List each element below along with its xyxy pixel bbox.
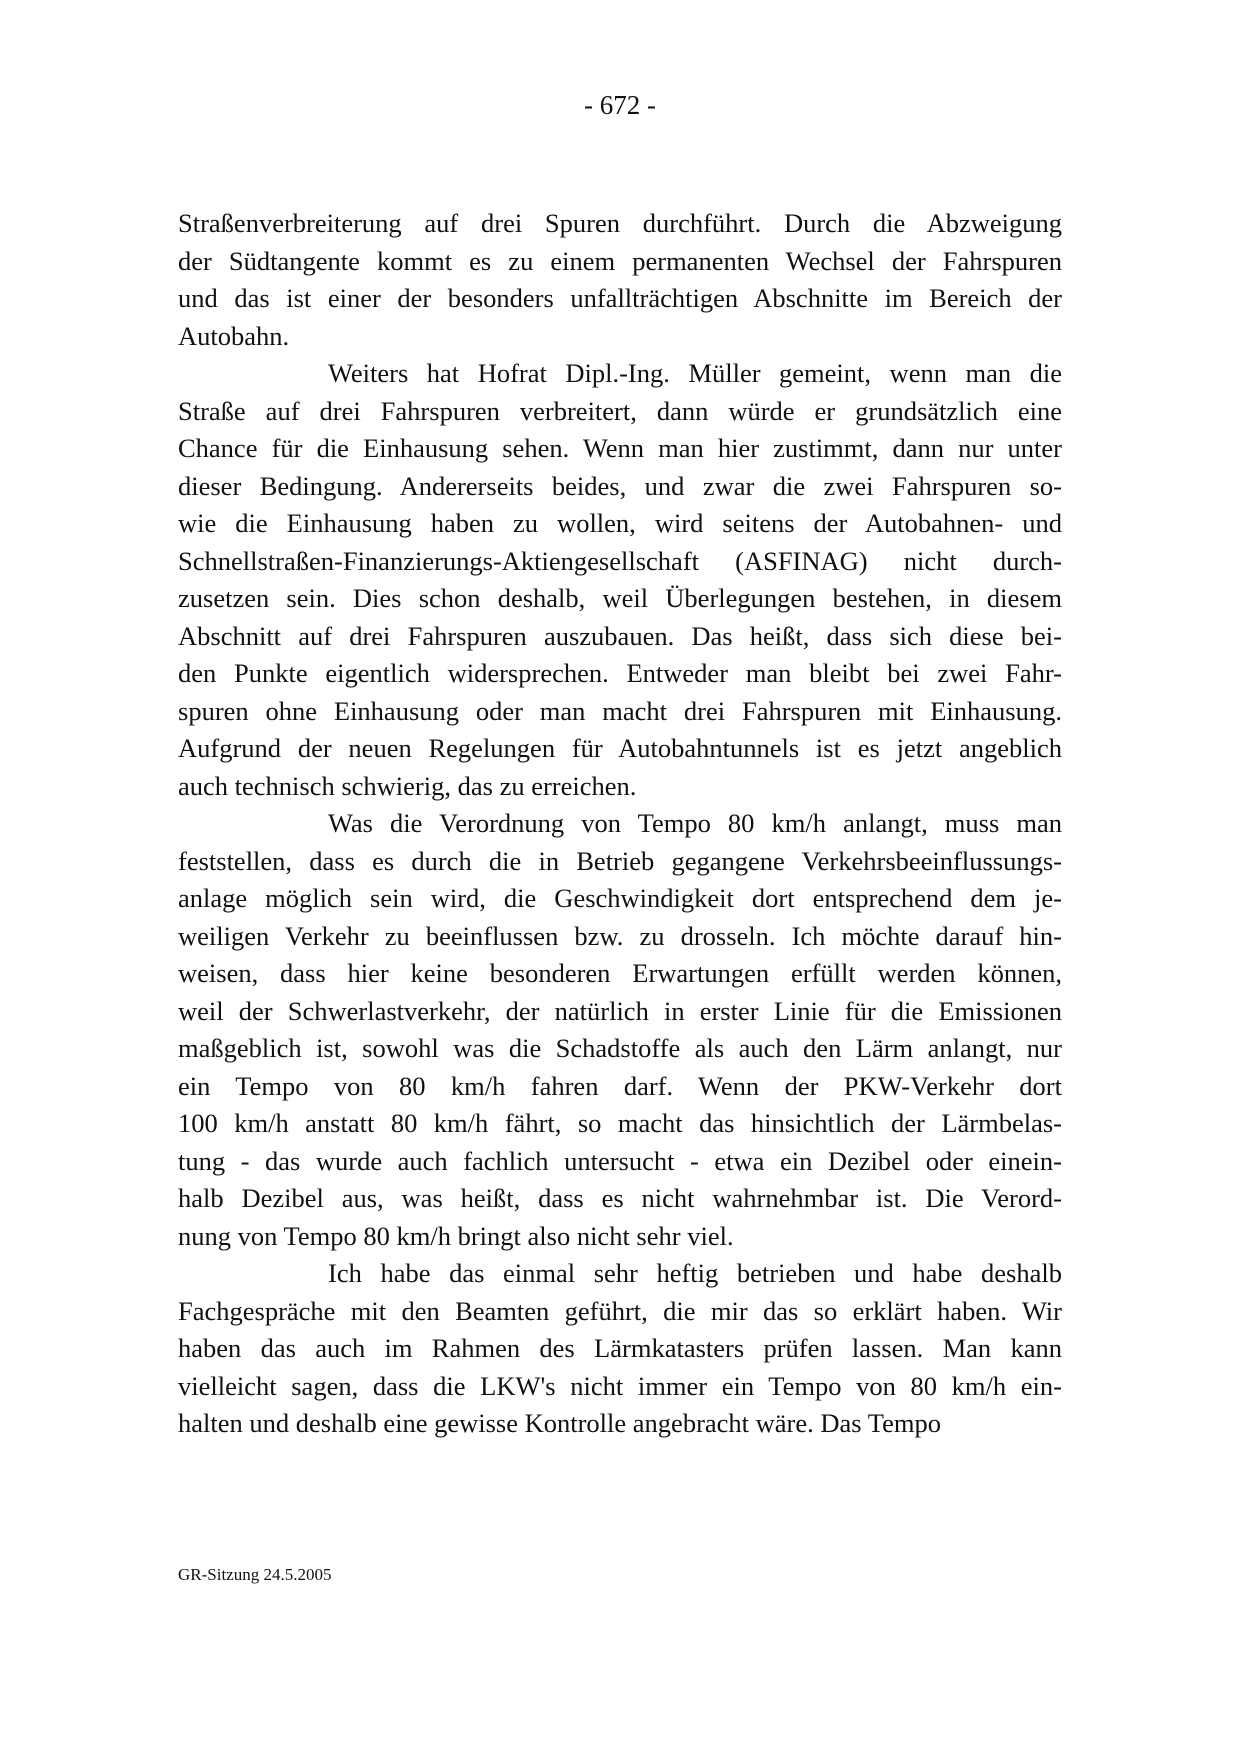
text-line: und das ist einer der besonders unfallträchtigen Abschnitte im Bereich der xyxy=(178,283,1062,313)
text-line: weiligen Verkehr zu beeinflussen bzw. zu drosseln. Ich möchte darauf hin- xyxy=(178,920,1062,951)
text-line: tung - das wurde auch fachlich untersucht - etwa ein Dezibel oder einein- xyxy=(178,1145,1062,1176)
text-line: auch technisch schwierig, das zu erreichen. xyxy=(178,770,637,801)
text-line: Ich habe das einmal sehr heftig betrieben und habe deshalb xyxy=(328,1258,1062,1288)
text-line: weisen, dass hier keine besonderen Erwartungen erfüllt werden können, xyxy=(178,958,1062,988)
text-line: Autobahn. xyxy=(178,320,290,351)
page-number: - 672 - xyxy=(584,90,656,120)
text-line: Chance für die Einhausung sehen. Wenn man hier zustimmt, dann nur unter xyxy=(178,433,1062,463)
paragraph xyxy=(178,805,1062,1255)
text-line: 100 km/h anstatt 80 km/h fährt, so macht das hinsichtlich der Lärmbelas- xyxy=(178,1108,1062,1138)
text-line: Straße auf drei Fahrspuren verbreitert, dann würde er grundsätzlich eine xyxy=(178,395,1062,426)
text-line: nung von Tempo 80 km/h bringt also nicht sehr viel. xyxy=(178,1220,734,1251)
text-line: Fachgespräche mit den Beamten geführt, die mir das so erklärt haben. Wir xyxy=(178,1295,1062,1326)
text-line: der Südtangente kommt es zu einem permanenten Wechsel der Fahrspuren xyxy=(178,245,1062,276)
body-text xyxy=(178,205,1062,1443)
footer-session-label: GR-Sitzung 24.5.2005 xyxy=(178,1565,332,1584)
text-line: Aufgrund der neuen Regelungen für Autobahntunnels ist es jetzt angeblich xyxy=(178,733,1062,763)
text-line: Straßenverbreiterung auf drei Spuren durchführt. Durch die Abzweigung xyxy=(178,208,1062,238)
text-line: halb Dezibel aus, was heißt, dass es nicht wahrnehmbar ist. Die Verord- xyxy=(178,1183,1062,1213)
text-line: wie die Einhausung haben zu wollen, wird seitens der Autobahnen- und xyxy=(178,508,1062,538)
text-line: haben das auch im Rahmen des Lärmkatasters prüfen lassen. Man kann xyxy=(178,1333,1062,1363)
text-line: spuren ohne Einhausung oder man macht drei Fahrspuren mit Einhausung. xyxy=(178,695,1062,726)
paragraph xyxy=(178,1255,1062,1443)
text-line: Abschnitt auf drei Fahrspuren auszubauen. Das heißt, dass sich diese bei- xyxy=(178,620,1062,651)
text-line: vielleicht sagen, dass die LKW's nicht immer ein Tempo von 80 km/h ein- xyxy=(178,1370,1062,1401)
text-line: Schnellstraßen-Finanzierungs-Aktiengesellschaft (ASFINAG) nicht durch- xyxy=(178,545,1062,576)
text-line: dieser Bedingung. Andererseits beides, und zwar die zwei Fahrspuren so- xyxy=(178,470,1062,501)
paragraph xyxy=(178,355,1062,805)
text-line: zusetzen sein. Dies schon deshalb, weil Überlegungen bestehen, in diesem xyxy=(178,583,1062,613)
text-line: Weiters hat Hofrat Dipl.-Ing. Müller gemeint, wenn man die xyxy=(328,358,1062,388)
text-line: den Punkte eigentlich widersprechen. Entweder man bleibt bei zwei Fahr- xyxy=(178,658,1062,688)
text-line: halten und deshalb eine gewisse Kontrolle angebracht wäre. Das Tempo xyxy=(178,1408,941,1438)
text-line: anlage möglich sein wird, die Geschwindigkeit dort entsprechend dem je- xyxy=(178,883,1062,913)
text-line: weil der Schwerlastverkehr, der natürlich in erster Linie für die Emissionen xyxy=(178,995,1062,1026)
text-line: ein Tempo von 80 km/h fahren darf. Wenn der PKW-Verkehr dort xyxy=(178,1070,1062,1101)
text-line: feststellen, dass es durch die in Betrieb gegangene Verkehrsbeeinflussungs- xyxy=(178,845,1062,876)
text-line: Was die Verordnung von Tempo 80 km/h anlangt, muss man xyxy=(328,808,1062,838)
paragraph xyxy=(178,205,1062,355)
text-line: maßgeblich ist, sowohl was die Schadstoffe als auch den Lärm anlangt, nur xyxy=(178,1033,1062,1063)
